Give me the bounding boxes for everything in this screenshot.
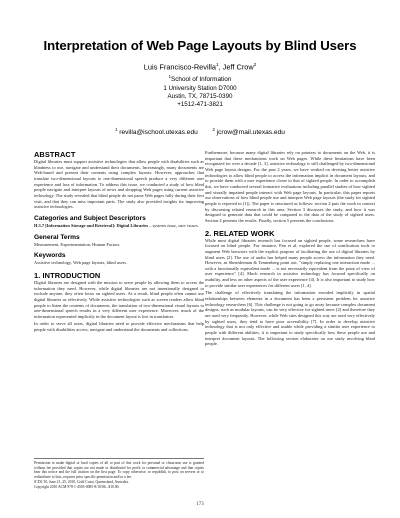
school-name: School of Information xyxy=(170,76,232,84)
copyright-line: Copyright 2010 ACM 978-1-4503-0085-8/10/06...$10.00. xyxy=(34,484,120,489)
keywords-heading: Keywords xyxy=(34,252,66,260)
introduction-heading: 1. INTRODUCTION xyxy=(34,270,101,280)
general-terms-text: Measurement, Experimentation, Human Factors. xyxy=(34,241,121,247)
author-line xyxy=(0,62,400,71)
author-name: Luis Francisco-Revilla xyxy=(143,62,217,72)
left-column xyxy=(34,150,204,333)
keywords-text: Assistive technology, Web page layouts, blind users. xyxy=(34,260,128,266)
ccs-terms: systems issue, user issues. xyxy=(152,222,199,228)
abstract-text: Digital libraries must support assistive technologies that allow people with disabilities such as blindness to use, navigate and understand their documents. Increasingly, many documents are Web-based and present their contents using complex layouts. However, approaches that translate two-dimensional layouts to one-dimensional speech produce a very different user experience and loss of information. To address this issue, we conducted a study of how blind people navigate and interpret layouts of news and shopping Web pages using current assistive technology. The study revealed that blind people do not parse Web pages fully during their first visit, and that they can miss important parts. The study also provided insights for improving assistive technologies. xyxy=(34,159,204,210)
general-terms-heading: General Terms xyxy=(34,233,80,241)
categories-text xyxy=(34,223,204,229)
author-affiliation-marker: 1 xyxy=(216,62,219,67)
categories-heading: Categories and Subject Descriptors xyxy=(34,214,146,222)
related-work-heading: 2. RELATED WORK xyxy=(205,228,275,238)
author-affiliation-marker: 2 xyxy=(253,62,257,67)
abstract-heading: ABSTRACT xyxy=(34,150,76,159)
email-address: revilla@ischool.utexas.edu xyxy=(119,129,198,137)
introduction-paragraph: In order to serve all users, digital libraries need to provide effective mechanisms that help people with disabilities access, navigate and understand the documents and collections. xyxy=(34,321,204,333)
author-name: Jeff Crow xyxy=(222,62,254,72)
paper-title: Interpretation of Web Page Layouts by Blind Users xyxy=(43,38,357,53)
related-work-paragraph: While most digital libraries research has focused on sighted people, some researchers have focused on blind people. For instance, Pan et al. explored the use of sonification tools to augment Web browsers with the explicit purpose of facilitating the use of digital libraries by blind users [2]. The use of audio has helped many people access the information they need. However, as Shneiderman & Tennenberg point out, "simply replacing one interaction mode ... with a functionally equivalent mode ... is not necessarily equivalent from the point of view of user experience" [4]. Much research in assistive technology has focused specifically on usability, and less on other aspects of the user experience [4]. It is also important to study how to provide similar user experiences for different users [1, 4]. xyxy=(205,237,375,288)
ccs-dash: – xyxy=(148,222,153,228)
author-separator: , xyxy=(218,62,223,72)
email-marker: 1 xyxy=(115,127,118,132)
author-emails xyxy=(0,127,400,136)
ccs-category: H.3.7 [Information Storage and Retrieval]: Digital Libraries xyxy=(34,222,149,228)
introduction-paragraph: Digital libraries are designed with the mission to serve people by allowing them to access the information they need. However, while digital libraries are not intentionally designed to exclude anyone, they often focus on sighted users. As a result, blind people often cannot use digital libraries as effectively. While assistive technologies such as screen readers allow blind people to listen the contents of documents, the translation of two-dimensional visual layouts to one-dimensional speech results in a very different user experience. Moreover, much of the information represented implicitly in the document layout is lost in translation. xyxy=(34,279,204,319)
permission-text: Permission to make digital or hard copies of all or part of this work for personal or classroom use is granted without fee provided that copies are not made or distributed for profit or commercial advantage and that copies bear this notice and the full citation on the first page. To copy otherwise, or republish, to post on servers or to redistribute to lists, requires prior specific permission and/or a fee. xyxy=(34,461,204,480)
page-number: 173 xyxy=(196,502,204,507)
copyright-notice xyxy=(34,458,204,489)
right-column xyxy=(205,150,375,347)
affiliation-marker: 1 xyxy=(168,74,171,79)
related-work-paragraph: The challenge of effectively translating the information encoded implicitly in spatial relationships between elements in a document has been a persistent problem for assistive technology researchers [6]. This challenge is not going to go away because complex document designs, such as modular layouts, can be very effective for sighted users [2] and therefore they are used very frequently. However, while Web sites designed this way are used very effectively by sighted users, they tend to have poor accessibility [7]. In order to develop assistive technology that is not only effective and usable while providing a similar user experience to people with different abilities, it is important to study specifically how these people use and interpret document layouts. The following section elaborates on our study involving blind people. xyxy=(205,290,375,347)
introduction-continued-paragraph: Furthermore, because many digital libraries rely on pointers to documents on the Web, it is important that these mechanisms work on Web pages. While these limitations have been recognized for over a decade [1, 3], assistive technology is still challenged by two-dimensional Web page layout designs. For the past 2 years, we have worked on devising better assistive technologies to allow blind people to access the information implicit in document layouts, and to provide them with a user experience closer to that of sighted people. In order to accomplish this, we have conducted several formative evaluations including parallel studies of how sighted and visually impaired people interact with Web page layouts. In particular, this paper reports our observations of how blind people use and interpret Web page layouts (the study for sighted people is reported in [1]). The paper is structured as follows: section 2 puts the work in context by discussing related research in this area. Section 3 discusses the study, and how it was designed to generate data that could be compared to the data of the study of sighted users. Section 4 presents the results. Finally, section 5 presents the conclusions. xyxy=(205,150,375,223)
address-line: 1 University Station D7000 xyxy=(163,84,237,92)
author-affiliation xyxy=(0,73,400,110)
email-address: jcrow@mail.utexas.edu xyxy=(216,129,285,137)
address-city: Austin, TX, 78715-0390 xyxy=(167,92,233,100)
phone-number: +1512-471-3821 xyxy=(177,101,223,109)
conference-venue: JCDL'10, June 21–25, 2010, Gold Coast, Queensland, Australia. xyxy=(34,479,129,484)
email-marker: 2 xyxy=(212,127,215,132)
